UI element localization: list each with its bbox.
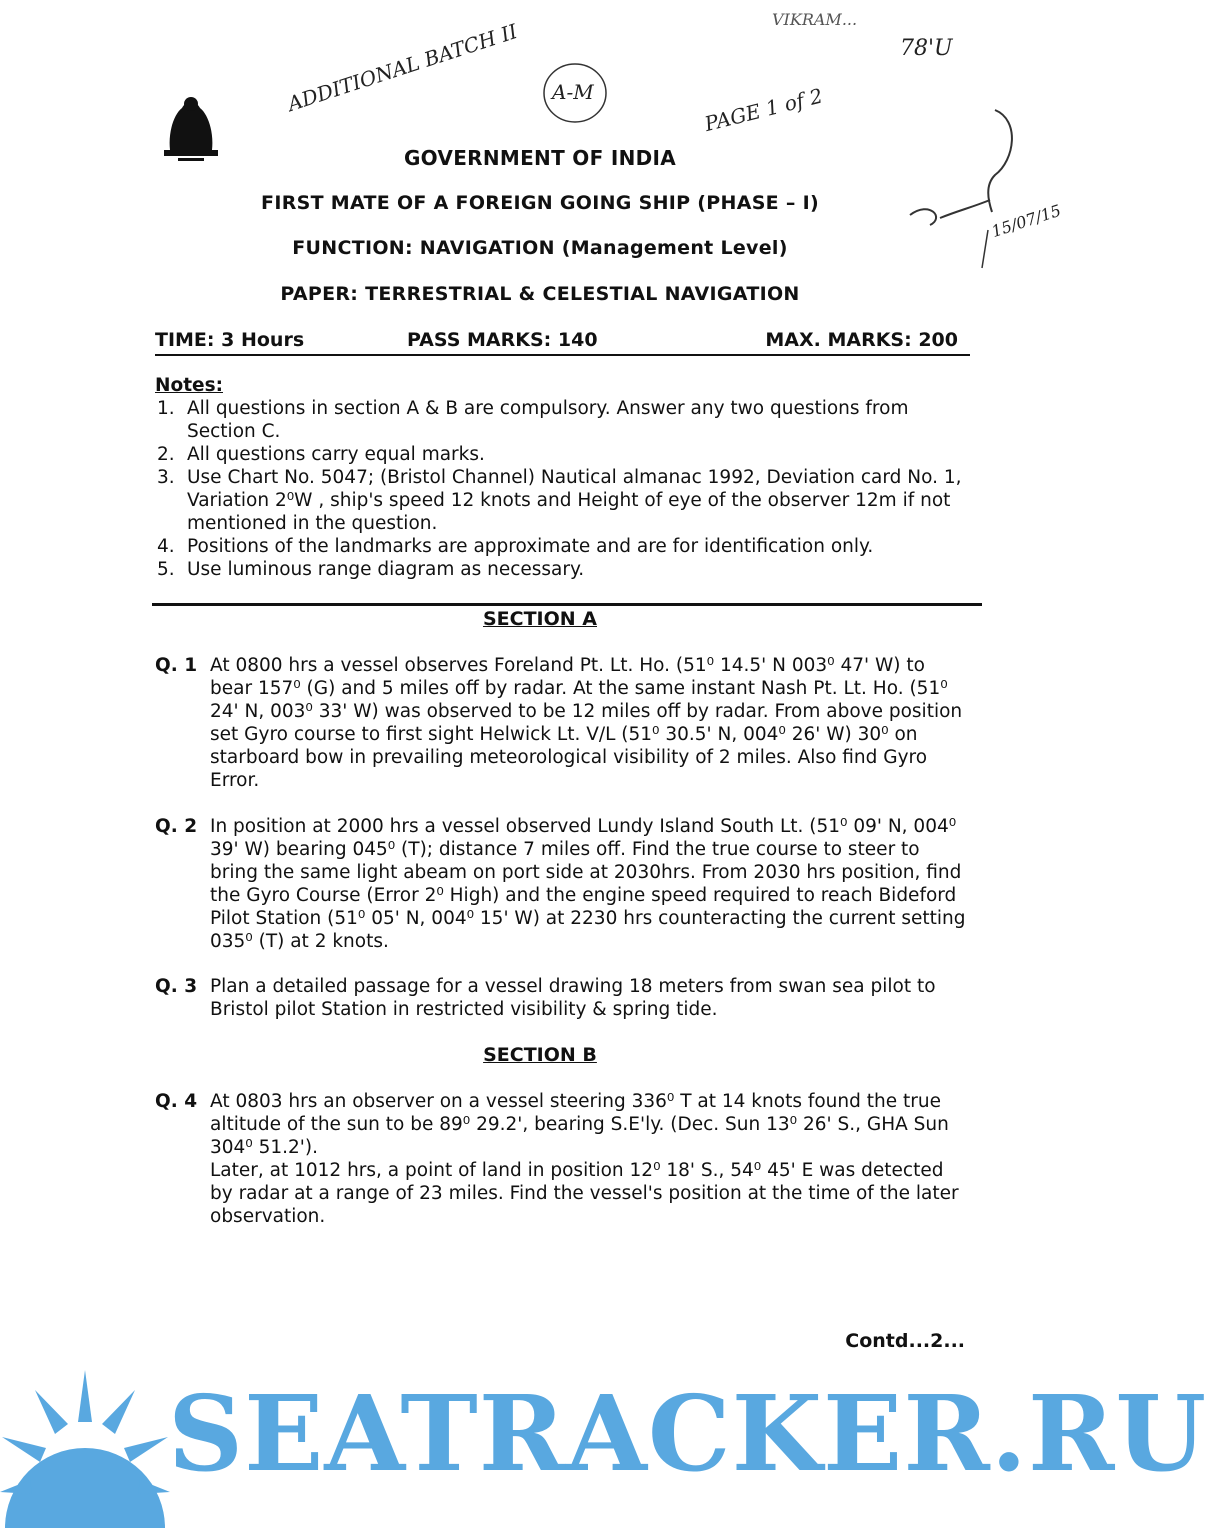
note-item	[155, 443, 970, 466]
handwritten-mark-top-right: 78'U	[900, 36, 953, 61]
exam-title: FIRST MATE OF A FOREIGN GOING SHIP (PHASE – I)	[261, 192, 819, 214]
section-divider	[152, 603, 982, 606]
question-3	[155, 975, 970, 1021]
note-text: Use luminous range diagram as necessary.	[187, 559, 585, 580]
question-text: Plan a detailed passage for a vessel drawing 18 meters from swan sea pilot to Bristol pilot Station in restricted visibility & spring tide.	[210, 976, 936, 1020]
exam-meta-row	[155, 328, 970, 356]
notes-title: Notes:	[155, 375, 223, 396]
pass-marks-label: PASS MARKS: 140	[407, 329, 598, 351]
continued-label: Contd...2...	[845, 1330, 965, 1352]
question-number: Q. 1	[155, 655, 198, 676]
question-text-continued: Later, at 1012 hrs, a point of land in position 12⁰ 18' S., 54⁰ 45' E was detected by radar at a range of 23 miles. Find the vessel's position at the time of the later observation.	[210, 1160, 959, 1227]
notes-block	[155, 374, 970, 581]
note-text: All questions in section A & B are compulsory. Answer any two questions from Section C.	[187, 398, 909, 442]
question-number: Q. 4	[155, 1091, 198, 1112]
question-number: Q. 2	[155, 816, 198, 837]
note-number: 2.	[157, 444, 175, 465]
question-text: In position at 2000 hrs a vessel observed Lundy Island South Lt. (51⁰ 09' N, 004⁰ 39' W) bearing 045⁰ (T); distance 7 miles off. Find the true course to steer to bring the same light abeam on port side at 2030hrs. From 2030 hrs position, find the Gyro Course (Error 2⁰ High) and the engine speed required to reach Bideford Pilot Station (51⁰ 05' N, 004⁰ 15' W) at 2230 hrs counteracting the current setting 035⁰ (T) at 2 knots.	[210, 816, 966, 952]
question-2	[155, 815, 970, 953]
section-a-title: SECTION A	[482, 608, 597, 630]
question-text: At 0800 hrs a vessel observes Foreland Pt. Lt. Ho. (51⁰ 14.5' N 003⁰ 47' W) to bear 157⁰ (G) and 5 miles off by radar. At the same instant Nash Pt. Lt. Ho. (51⁰ 24' N, 003⁰ 33' W) was observed to be 12 miles off by radar. From above position set Gyro course to first sight Helwick Lt. V/L (51⁰ 30.5' N, 004⁰ 26' W) 30⁰ on starboard bow in prevailing meteorological visibility of 2 miles. Also find Gyro Error.	[210, 655, 963, 791]
handwritten-page-note: PAGE 1 of 2	[702, 83, 826, 136]
handwritten-batch-note: ADDITIONAL BATCH II	[284, 19, 521, 116]
note-number: 1.	[157, 398, 175, 419]
watermark-text: SEATRACKER.RU	[168, 1372, 1207, 1495]
note-item	[155, 535, 970, 558]
note-item	[155, 466, 970, 535]
government-title: GOVERNMENT OF INDIA	[403, 146, 677, 170]
handwritten-circle-note: A-M	[552, 80, 594, 104]
question-1	[155, 654, 970, 792]
note-number: 5.	[157, 559, 175, 580]
function-title: FUNCTION: NAVIGATION (Management Level)	[292, 237, 788, 259]
question-4	[155, 1090, 970, 1228]
note-item	[155, 397, 970, 443]
handwritten-scribble-top: VIKRAM...	[772, 10, 858, 29]
note-number: 4.	[157, 536, 175, 557]
note-number: 3.	[157, 467, 175, 488]
time-label: TIME: 3 Hours	[155, 329, 305, 351]
question-text: At 0803 hrs an observer on a vessel steering 336⁰ T at 14 knots found the true altitude of the sun to be 89⁰ 29.2', bearing S.E'ly. (Dec. Sun 13⁰ 26' S., GHA Sun 304⁰ 51.2').	[210, 1091, 949, 1158]
max-marks-label: MAX. MARKS: 200	[765, 329, 958, 351]
note-text: Use Chart No. 5047; (Bristol Channel) Nautical almanac 1992, Deviation card No. 1, Variation 2⁰W , ship's speed 12 knots and Height of eye of the observer 12m if not mentioned in the question.	[187, 467, 962, 534]
paper-title: PAPER: TERRESTRIAL & CELESTIAL NAVIGATION	[280, 283, 800, 305]
note-text: All questions carry equal marks.	[187, 444, 485, 465]
note-text: Positions of the landmarks are approximate and are for identification only.	[187, 536, 874, 557]
section-b-title: SECTION B	[483, 1044, 597, 1066]
question-number: Q. 3	[155, 976, 198, 997]
handwritten-signature-date: 15/07/15	[989, 200, 1064, 241]
note-item	[155, 558, 970, 581]
